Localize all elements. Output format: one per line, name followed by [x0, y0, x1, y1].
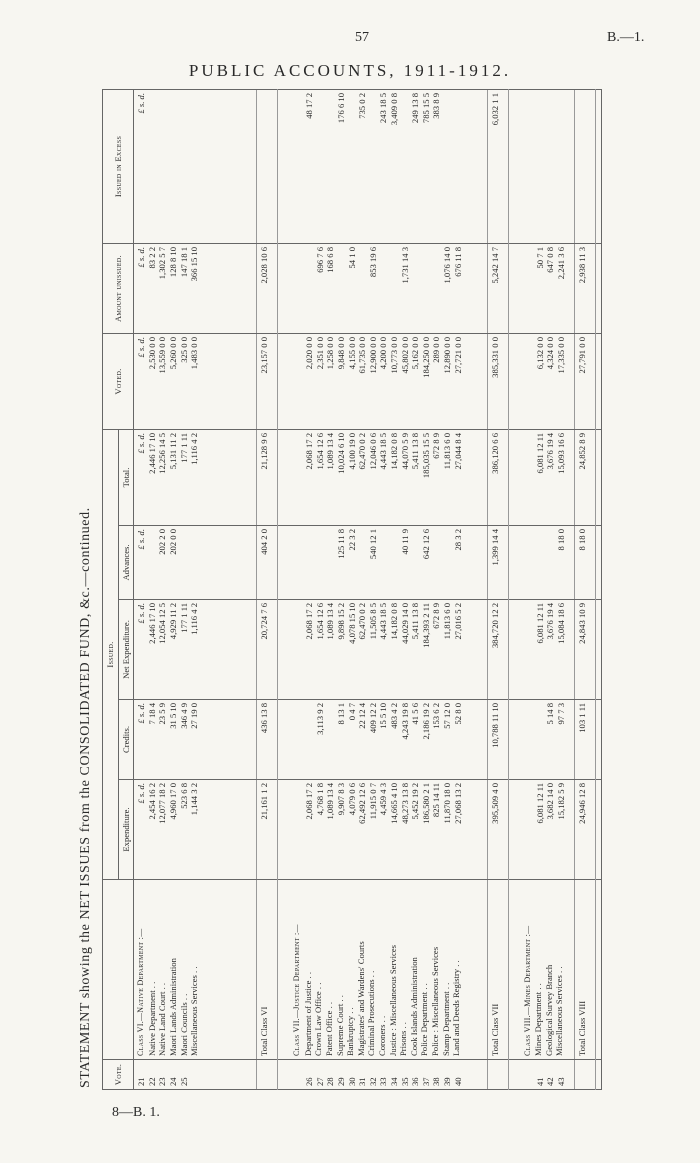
class-heading: Class VI.—Native Department :—: [136, 928, 146, 1056]
expenditure-values: 6,081 12 11 3,682 14 0 15,182 5 9: [521, 780, 575, 880]
units-label: £ s. d.: [136, 603, 147, 624]
net-expenditure-values: 2,068 17 2 1,654 12 6 1,089 13 4 9,898 15 2 4,078 15 10 62,470 0 2 11,505 8 5 4,443 18 5 14,182 0 8 44,029 14 0 5,411 13 8 184,393 2 11 672 8 9 11,813 6 0 27,016 5 2: [290, 600, 487, 700]
total-unissued: 5,242 14 7: [487, 244, 508, 334]
class-items: [290, 880, 487, 1060]
total-total: 24,852 8 9: [575, 430, 596, 526]
voted-values: 2,020 0 0 2,351 0 0 1,258 0 0 9,848 0 0 4,155 0 0 61,735 0 0 12,900 0 0 4,200 0 0 10,773 0 0 45,802 0 0 5,162 0 0 184,250 0 0 289 0 0 12,890 0 0 27,721 0 0: [290, 334, 487, 430]
units-label: £ s. d.: [136, 703, 147, 724]
units-label: £ s. d.: [136, 93, 147, 114]
total-label: Total Class VIII: [575, 880, 596, 1060]
issued-header: Issued.: [103, 430, 119, 880]
total-excess: [257, 90, 278, 244]
vote-header: Vote.: [103, 1060, 134, 1090]
excess-values: [521, 90, 575, 244]
advances-values: 8 18 0: [521, 526, 575, 600]
total-header: Total.: [118, 430, 134, 526]
item-names: Mines Department . . Geological Survey Branch Miscellaneous Services . .: [533, 964, 565, 1056]
total-net-expenditure: 384,720 12 2: [487, 600, 508, 700]
expenditure-values: 2,068 17 2 4,768 1 8 1,089 13 4 9,907 8 3 4,079 0 6 62,492 12 6 11,915 0 7 4,459 4 3 14,665 4 10 48,273 13 8 5,452 19 2 186,580 2 1 825 14 11 11,870 18 0 27,068 13 2: [290, 780, 487, 880]
document-reference: B.—1.: [607, 30, 645, 45]
total-voted: 23,157 0 0: [257, 334, 278, 430]
credits-header: Credits.: [118, 700, 134, 780]
excess-header: Issued in Excess: [103, 90, 134, 244]
total-excess: 6,032 1 1: [487, 90, 508, 244]
total-voted: 385,331 0 0: [487, 334, 508, 430]
total-unissued: 2,938 11 3: [575, 244, 596, 334]
units-label: £ s. d.: [136, 247, 147, 268]
total-expenditure: 24,946 12 8: [575, 780, 596, 880]
total-voted: 27,791 0 0: [575, 334, 596, 430]
total-advances: 8 18 0: [575, 526, 596, 600]
total-unissued: 2,028 10 6: [257, 244, 278, 334]
class-vii-total: [487, 90, 508, 1090]
footer-reference: 8—B. 1.: [112, 1105, 160, 1120]
credits-values: 5 14 8 97 7 3: [521, 700, 575, 780]
total-values: 6,081 12 11 3,676 19 4 15,093 16 6: [521, 430, 575, 526]
voted-values: 6,132 0 0 4,324 0 0 17,335 0 0: [521, 334, 575, 430]
total-total: 386,120 6 6: [487, 430, 508, 526]
total-label: Total Class VII: [487, 880, 508, 1060]
class-items: [521, 880, 575, 1060]
class-vi-rows: [134, 90, 257, 1090]
unissued-values: £ s. d. 83 2 2 1,302 5 7 128 8 10 147 18 1 366 15 10: [134, 244, 257, 334]
total-credits: 103 1 11: [575, 700, 596, 780]
credits-values: 3,113 9 2 8 13 1 0 4 7 22 12 4 409 12 2 15 5 10 483 4 2 4,243 19 8 41 5 6 2,186 19 2 153 6 2 57 12 0 52 8 0: [290, 700, 487, 780]
class-viii-total: [575, 90, 596, 1090]
total-values: 2,068 17 2 1,654 12 6 1,089 13 4 10,024 6 10 4,100 19 0 62,470 0 2 12,046 0 6 4,443 18 5 14,182 0 8 44,070 5 9 5,411 13 8 185,035 15 5 672 8 9 11,813 6 0 27,044 8 4: [290, 430, 487, 526]
total-excess: [575, 90, 596, 244]
net-expenditure-header: Net Expenditure.: [118, 600, 134, 700]
total-expenditure: 21,161 1 2: [257, 780, 278, 880]
class-viii-rows: [521, 90, 575, 1090]
unissued-header: Amount unissued.: [103, 244, 134, 334]
advances-header: Advances.: [118, 526, 134, 600]
statement-title: STATEMENT showing the NET ISSUES from the CONSOLIDATED FUND, &c.—continued.: [78, 507, 93, 1088]
total-expenditure: 395,509 4 0: [487, 780, 508, 880]
total-credits: 10,788 11 10: [487, 700, 508, 780]
total-credits: 436 13 8: [257, 700, 278, 780]
total-advances: 1,399 14 4: [487, 526, 508, 600]
excess-values: 48 17 2 176 6 10 735 0 2 243 18 5 3,409 0 8 249 13 8 785 15 5 383 8 9: [290, 90, 487, 244]
page-title: PUBLIC ACCOUNTS, 1911-1912.: [188, 61, 512, 80]
total-advances: 404 2 0: [257, 526, 278, 600]
advances-values: 125 11 8 22 3 2 540 12 1 40 11 9 642 12 6 28 3 2: [290, 526, 487, 600]
voted-values: £ s. d. 2,530 0 0 13,559 0 0 5,260 0 0 325 0 0 1,483 0 0: [134, 334, 257, 430]
units-label: £ s. d.: [136, 783, 147, 804]
advances-values: £ s. d. 202 2 0 202 0 0: [134, 526, 257, 600]
vote-numbers: 26 27 28 29 30 31 32 33 34 35 36 37 38 39 40: [290, 1060, 487, 1090]
vote-numbers: 21 22 23 24 25: [134, 1060, 257, 1090]
item-header: [103, 880, 134, 1060]
credits-values: £ s. d. 7 18 4 23 5 9 31 5 10 346 4 9 27 19 0: [134, 700, 257, 780]
total-values: £ s. d. 2,446 17 10 12,256 14 5 5,131 11 2 177 1 11 1,116 4 2: [134, 430, 257, 526]
item-names: Native Department . . Native Land Court . . Maori Lands Administration Maori Councils . . Miscellaneous Services . .: [146, 958, 200, 1056]
rotated-accounts-table: [102, 90, 602, 1090]
total-total: 21,128 9 6: [257, 430, 278, 526]
total-net-expenditure: 24,843 10 9: [575, 600, 596, 700]
class-vi-total: [257, 90, 278, 1090]
total-label: Total Class VI: [257, 880, 278, 1060]
units-label: £ s. d.: [136, 529, 147, 550]
vote-numbers: 41 42 43: [521, 1060, 575, 1090]
units-label: £ s. d.: [136, 433, 147, 454]
unissued-values: 696 7 6 168 6 8 54 1 0 853 19 6 1,731 14 3 1,076 14 0 676 11 8: [290, 244, 487, 334]
class-items: [134, 880, 257, 1060]
item-names: Department of Justice . . Crown Law Office . . Patent Office . . Supreme Court . . Bankruptcy . . Magistrates' and Wardens' Courts Criminal Prosecutions . . Coroners . . Justice : Miscellaneous Services Prisons . . Cook Islands Administration Police Department . . Police : Miscellaneous Services Stamp Department . . Land and Deeds Registry . .: [302, 941, 462, 1056]
net-expenditure-values: £ s. d. 2,446 17 10 12,054 12 5 4,929 11 2 177 1 11 1,116 4 2: [134, 600, 257, 700]
class-vii-rows: [290, 90, 487, 1090]
expenditure-header: Expenditure.: [118, 780, 134, 880]
voted-header: Voted.: [103, 334, 134, 430]
excess-values: [134, 90, 257, 244]
net-expenditure-values: 6,081 12 11 3,676 19 4 15,084 18 6: [521, 600, 575, 700]
accounts-table: [102, 89, 602, 1090]
page-number: 57: [355, 30, 369, 45]
expenditure-values: £ s. d. 2,454 16 2 12,077 18 2 4,960 17 0 523 6 8 1,144 3 2: [134, 780, 257, 880]
unissued-values: 50 7 1 647 0 8 2,241 3 6: [521, 244, 575, 334]
class-heading: Class VIII.—Mines Department :—: [522, 925, 532, 1056]
class-heading: Class VII.—Justice Department :—: [292, 924, 302, 1056]
units-label: £ s. d.: [136, 337, 147, 358]
total-net-expenditure: 20,724 7 6: [257, 600, 278, 700]
